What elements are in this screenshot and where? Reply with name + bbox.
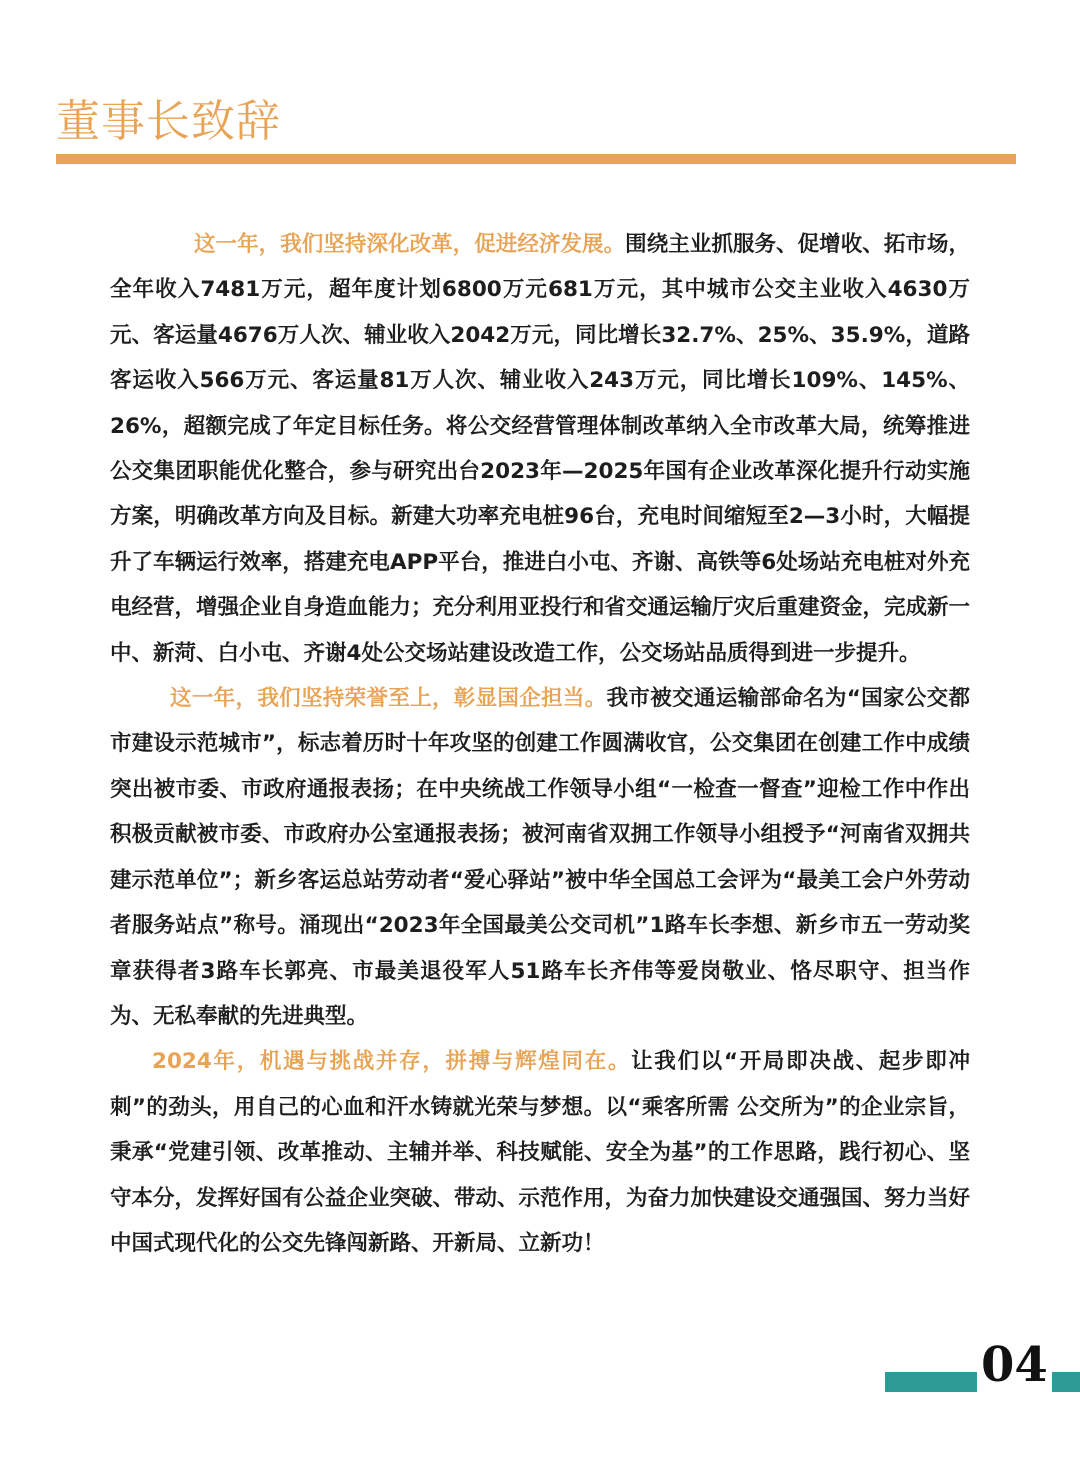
paragraph-text: 我市被交通运输部命名为“国家公交都市建设示范城市”，标志着历时十年攻坚的创建工作圆满收官，公交集团在创建工作中成绩突出被市委、市政府通报表扬；在中央统战工作领导小组“一检查一督查”迎检工作中作出积极贡献被市委、市政府办公室通报表扬；被河南省双拥工作领导小组授予“河南省双拥共建示范单位”；新乡客运总站劳动者“爱心驿站”被中华全国总工会评为“最美工会户外劳动者服务站点”称号。涌现出“2023年全国最美公交司机”1路车长李想、新乡市五一劳动奖章获得者3路车长郭亮、市最美退役军人51路车长齐伟等爱岗敬业、恪尽职守、担当作为、无私奉献的先进典型。 — [110, 686, 970, 1029]
paragraph-reform — [110, 222, 970, 676]
paragraph-text: 让我们以“开局即决战、起步即冲刺”的劲头，用自己的心血和汗水铸就光荣与梦想。以“乘客所需 公交所为”的企业宗旨，秉承“党建引领、改革推动、主辅并举、科技赋能、安全为基”的工作思路，践行初心、坚守本分，发挥好国有公益企业突破、带动、示范作用，为奋力加快建设交通强国、努力当好中国式现代化的公交先锋闯新路、开新局、立新功！ — [110, 1049, 971, 1256]
paragraph-text: 围绕主业抓服务、促增收、拓市场，全年收入7481万元，超年度计划6800万元681万元，其中城市公交主业收入4630万元、客运量4676万人次、辅业收入2042万元，同比增长32.7%、25%、35.9%，道路客运收入566万元、客运量81万人次、辅业收入243万元，同比增长109%、145%、26%，超额完成了年定目标任务。将公交经营管理体制改革纳入全市改革大局，统筹推进公交集团职能优化整合，参与研究出台2023年—2025年国有企业改革深化提升行动实施方案，明确改革方向及目标。新建大功率充电桩96台，充电时间缩短至2—3小时，大幅提升了车辆运行效率，搭建充电APP平台，推进白小屯、齐谢、高铁等6处场站充电桩对外充电经营，增强企业自身造血能力；充分利用亚投行和省交通运输厅灾后重建资金，完成新一中、新菏、白小屯、齐谢4处公交场站建设改造工作，公交场站品质得到进一步提升。 — [110, 232, 971, 666]
paragraph-lead-highlight: 这一年，我们坚持深化改革，促进经济发展。 — [194, 232, 626, 257]
paragraph-lead-highlight: 2024年，机遇与挑战并存，拼搏与辉煌同在。 — [152, 1049, 632, 1075]
title-underline-divider — [56, 154, 1016, 164]
page-number: 04 — [977, 1337, 1052, 1393]
page-title: 董事长致辞 — [56, 96, 281, 147]
paragraph-outlook-2024 — [110, 1039, 970, 1266]
article-body — [110, 222, 970, 1266]
paragraph-lead-highlight: 这一年，我们坚持荣誉至上，彰显国企担当。 — [170, 686, 607, 712]
paragraph-honors — [110, 676, 970, 1039]
